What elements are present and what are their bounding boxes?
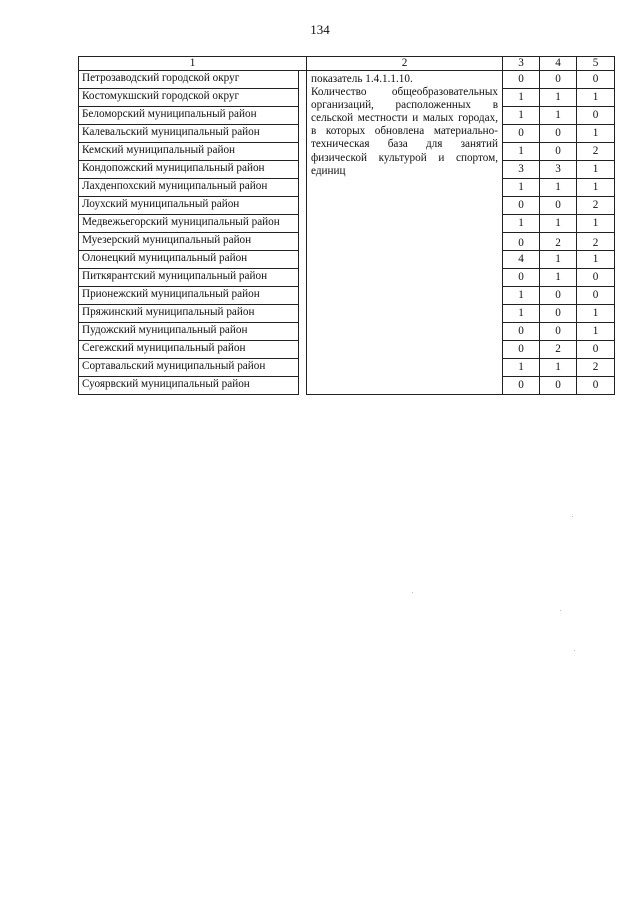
district-name: Питкярантский муниципальный район <box>79 268 299 286</box>
value-col-3: 1 <box>503 88 540 106</box>
value-col-3: 1 <box>503 106 540 124</box>
district-name: Прионежский муниципальный район <box>79 286 299 304</box>
value-col-4: 1 <box>540 268 577 286</box>
column-header-4: 4 <box>540 57 577 71</box>
page-number: 134 <box>310 22 330 37</box>
value-col-3: 0 <box>503 124 540 142</box>
value-col-4: 2 <box>540 340 577 358</box>
value-col-3: 1 <box>503 214 540 232</box>
value-col-4: 0 <box>540 196 577 214</box>
district-name: Беломорский муниципальный район <box>79 106 299 124</box>
table-row <box>79 70 615 88</box>
value-col-3: 1 <box>503 358 540 376</box>
value-col-4: 0 <box>540 376 577 394</box>
value-col-4: 0 <box>540 142 577 160</box>
value-col-4: 0 <box>540 322 577 340</box>
indicator-table <box>78 56 615 395</box>
value-col-4: 0 <box>540 304 577 322</box>
value-col-4: 0 <box>540 124 577 142</box>
value-col-4: 1 <box>540 88 577 106</box>
value-col-5: 0 <box>577 286 615 304</box>
district-name: Лоухский муниципальный район <box>79 196 299 214</box>
value-col-4: 2 <box>540 232 577 250</box>
column-header-5: 5 <box>577 57 615 71</box>
value-col-3: 1 <box>503 286 540 304</box>
table-body <box>79 70 615 394</box>
column-header-1: 1 <box>79 57 307 71</box>
value-col-5: 1 <box>577 124 615 142</box>
district-name: Пряжинский муниципальный район <box>79 304 299 322</box>
value-col-5: 2 <box>577 196 615 214</box>
value-col-3: 0 <box>503 196 540 214</box>
value-col-5: 2 <box>577 358 615 376</box>
value-col-5: 0 <box>577 340 615 358</box>
value-col-5: 1 <box>577 88 615 106</box>
scan-speck <box>412 592 413 593</box>
value-col-5: 1 <box>577 250 615 268</box>
value-col-3: 4 <box>503 250 540 268</box>
district-name: Калевальский муниципальный район <box>79 124 299 142</box>
value-col-3: 3 <box>503 160 540 178</box>
value-col-5: 1 <box>577 214 615 232</box>
value-col-4: 0 <box>540 286 577 304</box>
indicator-description <box>307 70 503 394</box>
district-name: Сортавальский муниципальный район <box>79 358 299 376</box>
value-col-3: 1 <box>503 142 540 160</box>
column-spacer <box>299 70 307 394</box>
value-col-3: 0 <box>503 232 540 250</box>
value-col-4: 1 <box>540 106 577 124</box>
value-col-4: 0 <box>540 70 577 88</box>
value-col-3: 0 <box>503 268 540 286</box>
value-col-4: 1 <box>540 178 577 196</box>
value-col-4: 3 <box>540 160 577 178</box>
value-col-3: 0 <box>503 322 540 340</box>
value-col-3: 0 <box>503 376 540 394</box>
value-col-5: 1 <box>577 322 615 340</box>
scan-speck <box>574 650 575 651</box>
district-name: Петрозаводский городской округ <box>79 70 299 88</box>
district-name: Костомукшский городской округ <box>79 88 299 106</box>
value-col-5: 0 <box>577 376 615 394</box>
district-name: Муезерский муниципальный район <box>79 232 299 250</box>
indicator-text: Количество общеобразовательных организаций, расположенных в сельской местности и малых городах, в которых обновлена материально-техническая база для занятий физической культурой и спортом, единиц <box>311 86 498 177</box>
district-name: Кемский муниципальный район <box>79 142 299 160</box>
value-col-5: 1 <box>577 304 615 322</box>
indicator-code: показатель 1.4.1.1.10. <box>311 72 413 85</box>
district-name: Сегежский муниципальный район <box>79 340 299 358</box>
value-col-5: 0 <box>577 70 615 88</box>
value-col-5: 0 <box>577 268 615 286</box>
value-col-5: 1 <box>577 160 615 178</box>
indicator-table-container <box>78 56 614 395</box>
value-col-5: 2 <box>577 142 615 160</box>
value-col-5: 2 <box>577 232 615 250</box>
value-col-4: 1 <box>540 358 577 376</box>
value-col-4: 1 <box>540 214 577 232</box>
column-header-3: 3 <box>503 57 540 71</box>
district-name: Суоярвский муниципальный район <box>79 376 299 394</box>
district-name: Медвежьегорский муниципальный район <box>79 214 299 232</box>
column-header-2: 2 <box>307 57 503 71</box>
value-col-3: 1 <box>503 304 540 322</box>
value-col-5: 1 <box>577 178 615 196</box>
value-col-3: 1 <box>503 178 540 196</box>
value-col-4: 1 <box>540 250 577 268</box>
district-name: Пудожский муниципальный район <box>79 322 299 340</box>
district-name: Кондопожский муниципальный район <box>79 160 299 178</box>
scan-speck <box>560 610 561 611</box>
district-name: Лахденпохский муниципальный район <box>79 178 299 196</box>
scan-speck <box>572 516 573 517</box>
value-col-3: 0 <box>503 70 540 88</box>
district-name: Олонецкий муниципальный район <box>79 250 299 268</box>
table-header-row <box>79 57 615 71</box>
value-col-3: 0 <box>503 340 540 358</box>
value-col-5: 0 <box>577 106 615 124</box>
